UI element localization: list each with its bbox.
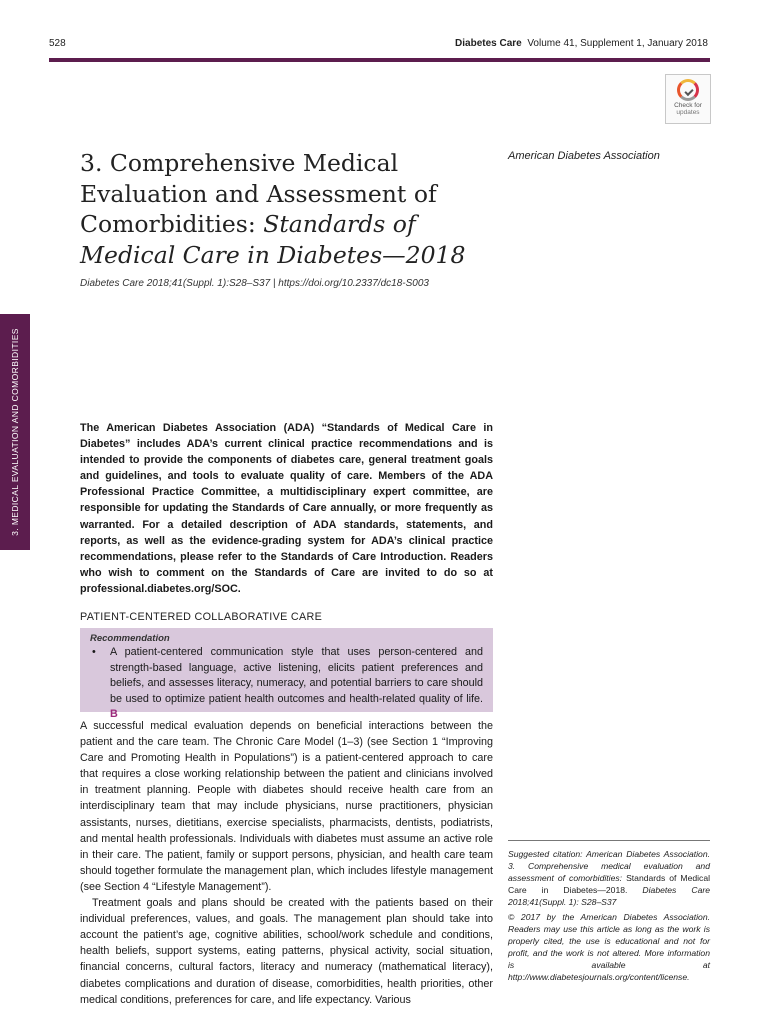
evidence-grade: B [110,708,118,721]
update-check-icon [677,79,699,101]
header-rule [49,58,710,62]
body-paragraph-2: Treatment goals and plans should be created with the patients based on their individual preferences, values, and goals. The management plan should take into account the patient’s age, cognitive abilities, school/work schedule and conditions, health beliefs, support systems, eating patterns, physical activity, social situation, financial concerns, cultural factors, literacy and numeracy (mathematical literacy), diabetes complications and duration of disease, comorbidities, health priorities, other medical conditions, preferences for care, and life expectancy. Various [80,897,493,1006]
section-heading: PATIENT-CENTERED COLLABORATIVE CARE [80,611,323,623]
body-paragraph-1: A successful medical evaluation depends on beneficial interactions between the patient and the care team. The Chronic Care Model (1–3) (see Section 1 “Improving Care and Promoting Health in Populations”) is a patient-centered approach to care that requires a close working relationship between the patient and clinicians involved in treatment planning. People with diabetes should receive health care from an interdisciplinary team that may include physicians, nurse practitioners, physician assistants, nurses, dietitians, exercise specialists, pharmacists, dentists, podiatrists, and mental health professionals. Individuals with diabetes must assume an active role in their care. The patient, family or support persons, physician, and health care team should together formulate the management plan, which includes lifestyle management (see Section 4 “Lifestyle Management”). [80,720,493,893]
sidebar-rule [508,840,710,841]
abstract: The American Diabetes Association (ADA) “Standards of Medical Care in Diabetes” includes ADA’s current clinical practice recommendations and is intended to provide the components of diabetes care, general treatment goals and guidelines, and tools to evaluate quality of care. Members of the ADA Professional Practice Committee, a multidisciplinary expert committee, are responsible for updating the Standards of Care annually, or more frequently as warranted. For a detailed description of ADA standards, statements, and reports, as well as the evidence-grading system for ADA’s clinical practice recommendations, please refer to the Standards of Care Introduction. Readers who wish to comment on the Standards of Care are invited to do so at professional.diabetes.org/SOC. [80,422,493,595]
section-side-tab [0,314,30,550]
suggested-citation-suffix: Diabetes Care 2018;41(Suppl. 1): S28–S37 [508,885,710,907]
body-text [80,718,493,1008]
journal-name: Diabetes Care [455,38,522,49]
suggested-citation [508,848,710,908]
recommendation-item [90,645,483,723]
article-citation[interactable]: Diabetes Care 2018;41(Suppl. 1):S28–S37 | https://doi.org/10.2337/dc18-S003 [80,278,429,289]
badge-line-1: Check for [674,102,702,109]
suggested-citation-title: Standards of Medical Care in Diabetes—2018. [508,873,711,895]
suggested-citation-prefix: Suggested citation: American Diabetes Association. 3. Comprehensive medical evaluation and assessment of comorbidities: [508,849,710,883]
recommendation-label: Recommendation [90,633,170,644]
page-number: 528 [49,38,66,49]
journal-header [455,38,708,49]
badge-line-2: updates [676,109,700,116]
recommendation-text: A patient-centered communication style that uses person-centered and strength-based language, active listening, elicits patient preferences and beliefs, and assesses literacy, numeracy, and potential barriers to care should be used to optimize patient health outcomes and health-related quality of life. [110,646,483,705]
recommendation-box [80,628,493,721]
title-italic: Standards of Medical Care in Diabetes—2018 [80,210,466,269]
copyright-notice: © 2017 by the American Diabetes Association. Readers may use this article as long as the work is properly cited, the use is educational and not for profit, and the work is not altered. More information is available at http://www.diabetesjournals.org/content/license. [508,912,710,982]
sidebar-notes [508,848,710,986]
author: American Diabetes Association [508,150,660,162]
article-title [80,148,490,270]
check-for-updates-badge[interactable] [665,74,711,124]
side-tab-label: 3. MEDICAL EVALUATION AND COMORBIDITIES [10,328,20,536]
title-roman: 3. Comprehensive Medical Evaluation and Assessment of Comorbidities: [80,149,437,238]
journal-issue: Volume 41, Supplement 1, January 2018 [527,38,708,49]
